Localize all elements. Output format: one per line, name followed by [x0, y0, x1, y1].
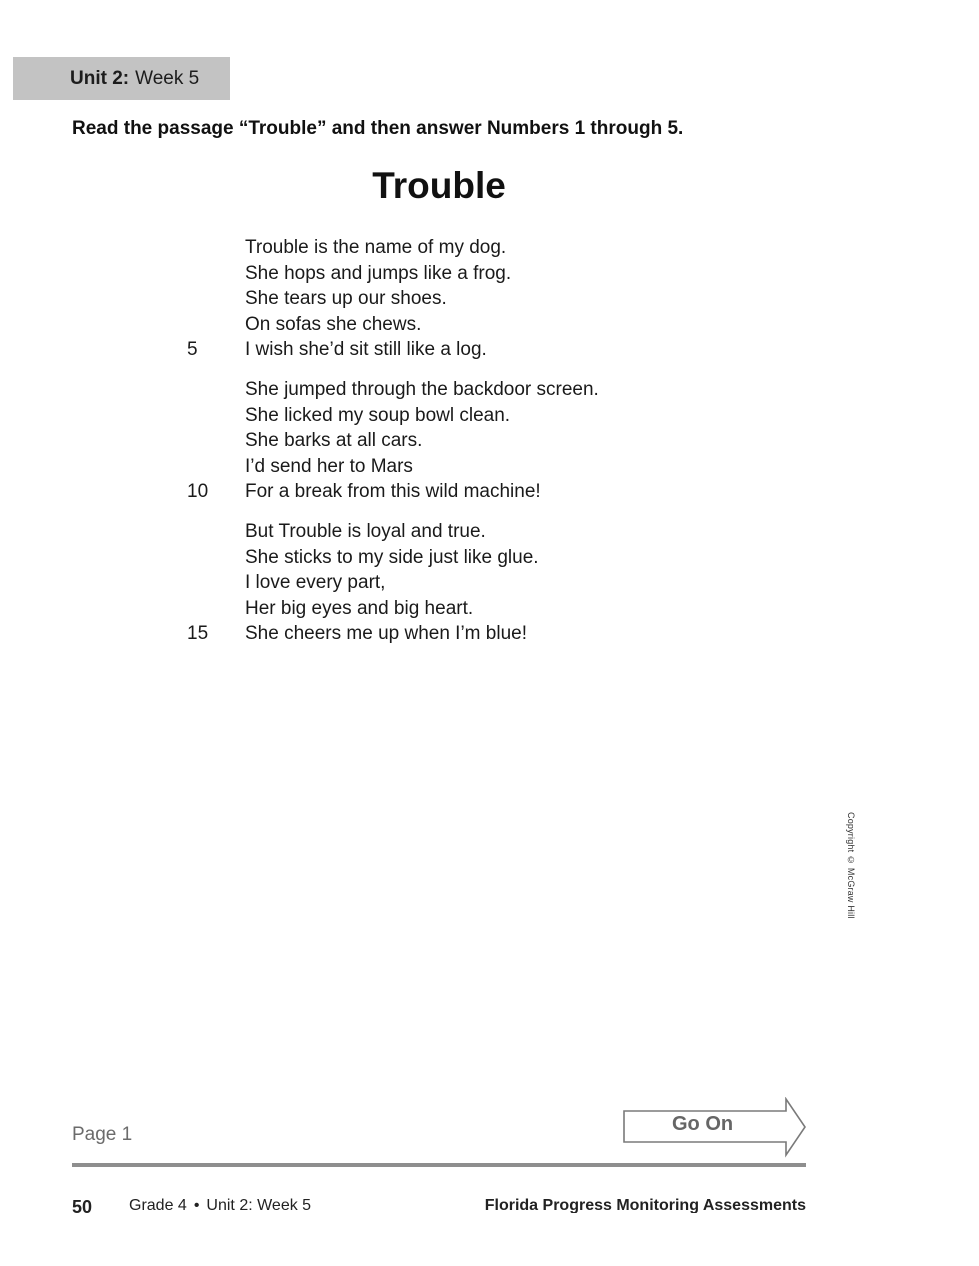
poem-line — [0, 519, 979, 545]
line-text: She hops and jumps like a frog. — [245, 262, 512, 284]
line-text: I’d send her to Mars — [245, 455, 413, 477]
directions: Read the passage “Trouble” and then answer Numbers 1 through 5. — [72, 118, 684, 139]
copyright-notice: Copyright © McGraw Hill — [846, 812, 856, 919]
line-text: She cheers me up when I’m blue! — [245, 623, 527, 645]
poem-line — [0, 377, 979, 403]
line-text: I love every part, — [245, 572, 386, 594]
line-text: She licked my soup bowl clean. — [245, 404, 511, 426]
footer-divider — [72, 1163, 806, 1167]
unit-week-tab — [13, 57, 230, 100]
go-on-button[interactable] — [622, 1097, 808, 1159]
poem-line — [0, 428, 979, 454]
line-text: She tears up our shoes. — [245, 288, 447, 310]
stanza — [0, 377, 979, 505]
footer-grade-unit — [129, 1197, 311, 1213]
poem-line — [0, 235, 979, 261]
poem-line — [0, 479, 979, 505]
poem-line — [0, 621, 979, 647]
poem-title: Trouble — [372, 165, 506, 206]
line-text: She barks at all cars. — [245, 430, 423, 452]
line-text: For a break from this wild machine! — [245, 481, 541, 503]
footer-unit: Unit 2: Week 5 — [206, 1197, 312, 1213]
line-number: 10 — [187, 481, 209, 503]
line-number: 5 — [187, 339, 198, 361]
week-label: Week 5 — [135, 67, 200, 89]
footer — [0, 1197, 979, 1213]
poem-line — [0, 337, 979, 363]
poem-line — [0, 286, 979, 312]
line-text: On sofas she chews. — [245, 313, 422, 335]
stanza — [0, 235, 979, 363]
bullet-separator: • — [193, 1197, 200, 1213]
line-text: I wish she’d sit still like a log. — [245, 339, 487, 361]
line-number: 15 — [187, 623, 209, 645]
footer-series: Florida Progress Monitoring Assessments — [484, 1197, 806, 1213]
unit-label: Unit 2: — [70, 67, 130, 89]
poem-line — [0, 570, 979, 596]
page-label: Page 1 — [72, 1124, 133, 1145]
go-on-label: Go On — [672, 1113, 734, 1135]
poem-line — [0, 312, 979, 338]
line-text: She jumped through the backdoor screen. — [245, 378, 599, 400]
poem-line — [0, 454, 979, 480]
poem-line — [0, 545, 979, 571]
stanza — [0, 519, 979, 647]
footer-page-number: 50 — [72, 1197, 93, 1213]
line-text: But Trouble is loyal and true. — [245, 520, 486, 542]
poem-line — [0, 261, 979, 287]
line-text: Her big eyes and big heart. — [245, 597, 474, 619]
line-text: She sticks to my side just like glue. — [245, 546, 539, 568]
poem-body — [0, 235, 979, 661]
poem-line — [0, 596, 979, 622]
poem-line — [0, 403, 979, 429]
line-text: Trouble is the name of my dog. — [245, 237, 507, 258]
footer-grade: Grade 4 — [129, 1197, 187, 1213]
